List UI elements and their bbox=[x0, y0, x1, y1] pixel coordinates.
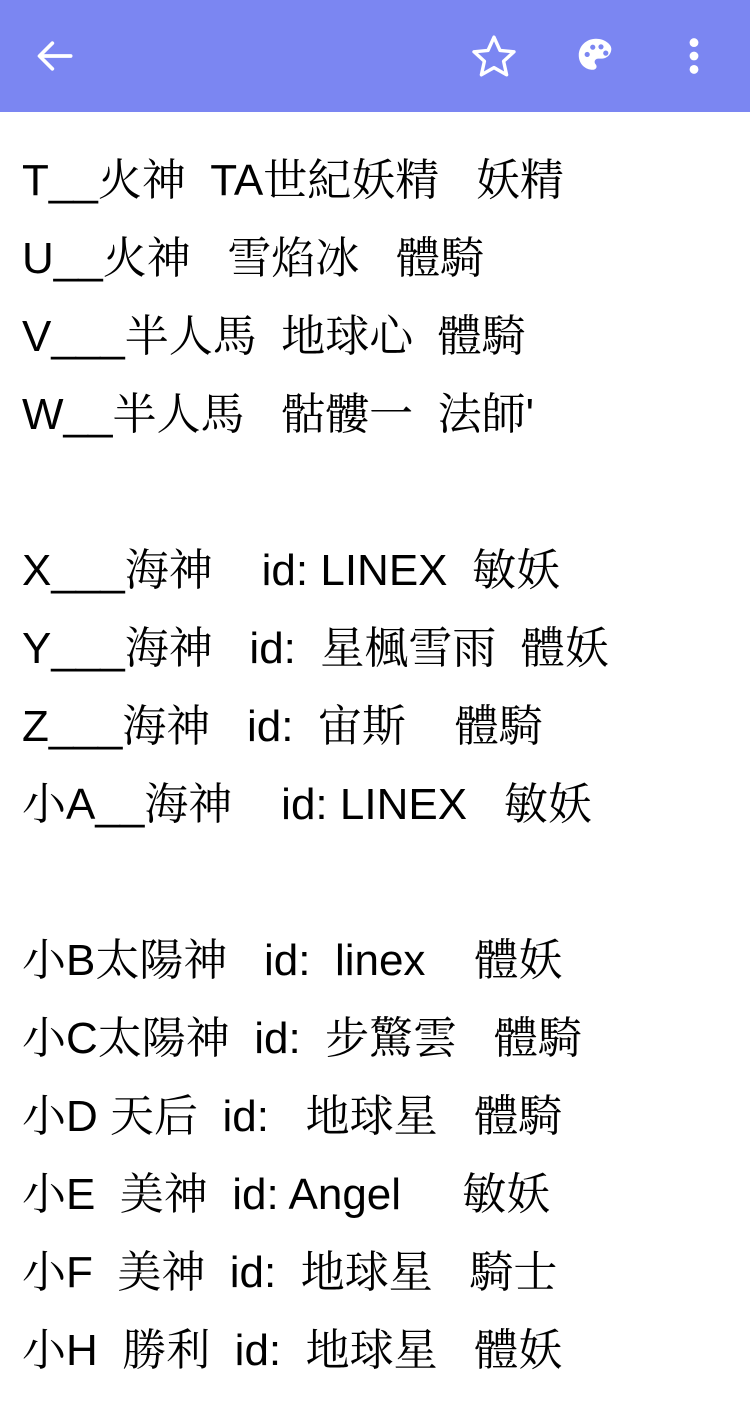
note-line: 小F 美神 id: 地球星 騎士 bbox=[22, 1248, 558, 1297]
note-body[interactable] bbox=[0, 112, 750, 1424]
note-line: W__半人馬 骷髏一 法師' bbox=[22, 390, 534, 439]
note-line: Y___海神 id: 星楓雪雨 體妖 bbox=[22, 624, 609, 673]
note-line: U__火神 雪焰冰 體騎 bbox=[22, 234, 485, 283]
note-line: 小B太陽神 id: linex 體妖 bbox=[22, 936, 563, 985]
favorite-button[interactable] bbox=[462, 24, 526, 88]
app-toolbar bbox=[0, 0, 750, 112]
star-outline-icon bbox=[470, 32, 518, 80]
note-line: 小H 勝利 id: 地球星 體妖 bbox=[22, 1326, 563, 1375]
note-line: 小D 天后 id: 地球星 體騎 bbox=[22, 1092, 563, 1141]
palette-icon bbox=[573, 33, 619, 79]
note-line: Z___海神 id: 宙斯 體騎 bbox=[22, 702, 543, 751]
note-line: 小E 美神 id: Angel 敏妖 bbox=[22, 1170, 551, 1219]
note-line: X___海神 id: LINEX 敏妖 bbox=[22, 546, 560, 595]
more-options-button[interactable] bbox=[662, 24, 726, 88]
note-line: V___半人馬 地球心 體騎 bbox=[22, 312, 526, 361]
arrow-left-icon bbox=[34, 34, 78, 78]
note-line-blank bbox=[22, 454, 728, 532]
note-line: 小A__海神 id: LINEX 敏妖 bbox=[22, 780, 592, 829]
back-button[interactable] bbox=[24, 24, 88, 88]
note-line-blank bbox=[22, 844, 728, 922]
note-line: 小C太陽神 id: 步驚雲 體騎 bbox=[22, 1014, 582, 1063]
note-line: T__火神 TA世紀妖精 妖精 bbox=[22, 156, 564, 205]
overflow-menu-icon bbox=[688, 33, 700, 79]
color-palette-button[interactable] bbox=[564, 24, 628, 88]
